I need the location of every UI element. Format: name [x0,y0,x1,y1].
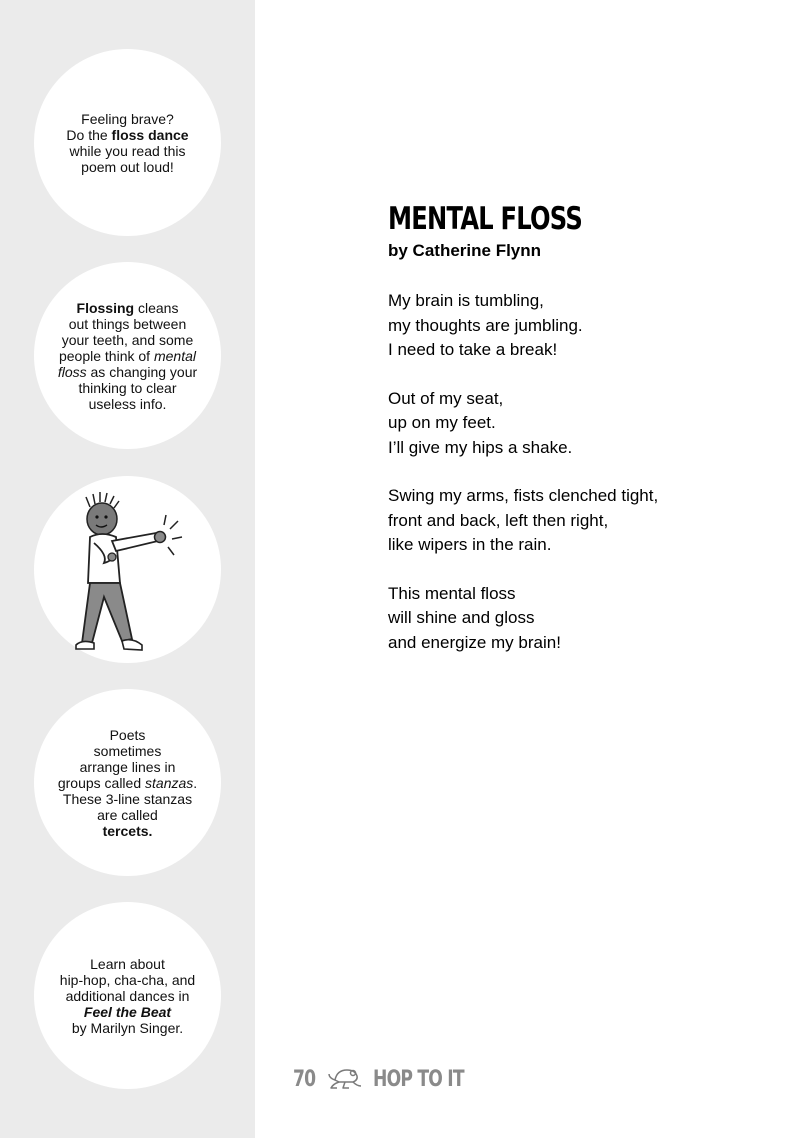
poem-line: and energize my brain! [388,632,561,652]
section-title: HOP TO IT [373,1066,464,1092]
note-line: These 3-line stanzas [62,790,193,807]
poem-line: like wipers in the rain. [388,535,552,554]
frog-icon [327,1064,363,1095]
note-line: . [193,774,198,791]
book-title: Feel the Beat [83,1003,172,1020]
note-line: useless info. [88,395,167,412]
poem-body [388,289,658,679]
poem-line: will shine and gloss [388,608,535,627]
stanza [388,484,658,558]
poem-line: My brain is tumbling, [388,291,544,310]
note-line: by Marilyn Singer. [71,1019,184,1036]
poem-line: my thoughts are jumbling. [388,315,583,335]
note-line: people think of [58,347,154,364]
dancing-kid-illustration [68,485,188,655]
note-line: while you read this [69,142,186,159]
page-number: 70 [293,1066,316,1092]
note-line: poem out loud! [81,158,174,175]
note-bold: Flossing [76,299,135,316]
poem-byline: by Catherine Flynn [388,241,542,260]
stanza [388,387,658,461]
note-line: Feeling brave? [81,110,174,127]
note-line: your teeth, and some [61,331,194,348]
note-italic: mental [153,347,196,364]
note-italic: stanzas [145,774,194,791]
note-floss-dance [34,49,221,236]
note-line: cleans [134,299,179,316]
poem-title: MENTAL FLOSS [388,201,582,237]
illustration-circle [34,476,221,663]
stanza [388,289,658,363]
note-line: sometimes [93,742,162,759]
note-line: Poets [109,726,146,743]
note-flossing-definition [34,262,221,449]
poem-line: Swing my arms, fists clenched tight, [388,486,659,505]
note-feel-the-beat [34,902,221,1089]
note-line: Do the [66,126,112,143]
poem-line: I’ll give my hips a shake. [388,437,573,457]
note-line: are called [97,806,158,823]
note-line: as changing your [86,363,198,380]
note-bold: tercets. [102,822,153,839]
note-stanzas [34,689,221,876]
poem-line: Out of my seat, [388,388,504,408]
sidebar [0,0,255,1138]
page-footer [293,1064,489,1094]
note-line: groups called [57,774,146,791]
note-line: hip-hop, cha-cha, and [59,971,196,988]
note-line: additional dances in [65,987,190,1004]
stanza [388,582,658,656]
poem-line: front and back, left then right, [388,510,609,530]
note-line: Learn about [90,955,165,972]
note-line: out things between [68,315,187,332]
note-line: arrange lines in [79,758,176,775]
note-line: thinking to clear [78,379,177,396]
note-italic: floss [57,363,87,380]
poem-line: This mental floss [388,583,516,603]
poem-line: I need to take a break! [388,340,558,359]
note-bold: floss dance [111,126,189,143]
poem-line: up on my feet. [388,413,496,432]
